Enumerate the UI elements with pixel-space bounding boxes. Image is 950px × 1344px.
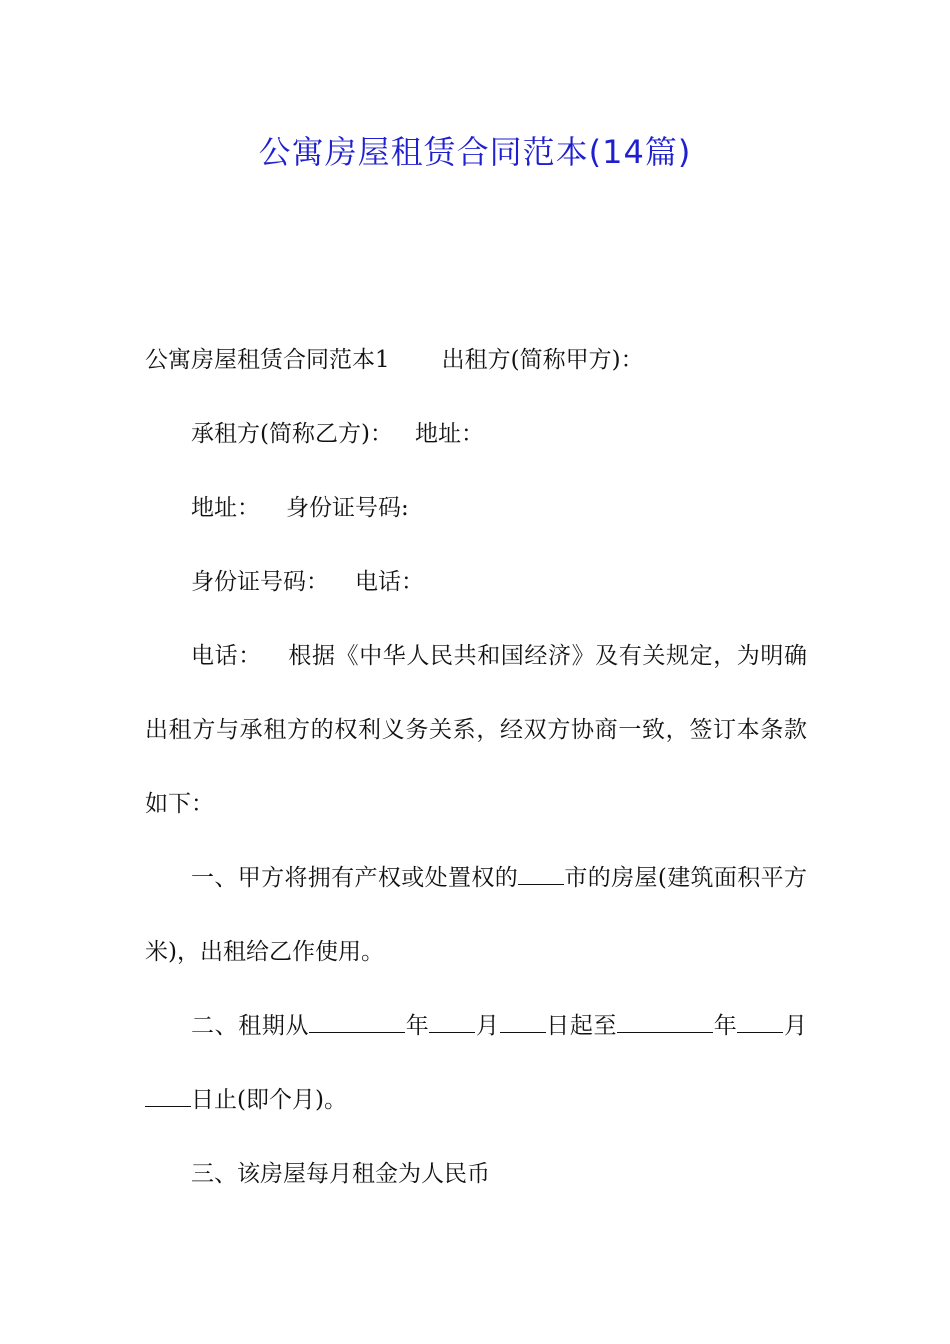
fill-blank: [145, 1105, 191, 1107]
clause-2-year: 年: [405, 1013, 430, 1039]
phone-label: 电话：: [355, 569, 424, 595]
fill-blank: [617, 1031, 713, 1033]
fill-blank: [309, 1031, 405, 1033]
clause-2-end: 日止(即个月)。: [191, 1087, 347, 1113]
clause-2-year2: 年: [713, 1013, 738, 1039]
fill-blank: [500, 1031, 546, 1033]
contract-heading: 公寓房屋租赁合同范本1: [145, 347, 390, 373]
id-number-label: 身份证号码：: [191, 569, 329, 595]
id-number-line: [145, 545, 807, 619]
clause-2-day-from: 日起至: [545, 1013, 618, 1039]
clause-2-month2: 月: [783, 1013, 807, 1039]
phone-label: 电话：: [191, 643, 262, 669]
clause-2-month: 月: [475, 1013, 500, 1039]
intro-paragraph: [145, 619, 807, 841]
address-label: 地址：: [191, 495, 260, 521]
clause-1-pre: 一、甲方将拥有产权或处置权的: [191, 865, 519, 891]
clause-1-post: 市的房屋(建筑面积平方米)，出租给乙作使用。: [145, 865, 808, 965]
clause-2: [145, 989, 807, 1137]
fill-blank: [737, 1031, 783, 1033]
id-number-label: 身份证号码:: [286, 495, 409, 521]
clause-3-text: 三、该房屋每月租金为人民币: [191, 1161, 490, 1187]
clause-2-start: 二、租期从: [191, 1013, 310, 1039]
address-line: [145, 471, 807, 545]
clause-3: [145, 1137, 807, 1211]
fill-blank: [429, 1031, 475, 1033]
fill-blank: [518, 883, 564, 885]
clause-1: [145, 841, 807, 989]
party-b-label: 承租方(简称乙方)：: [191, 421, 393, 447]
document-body: [145, 323, 807, 1211]
address-label: 地址：: [414, 421, 484, 447]
document-title: 公寓房屋租赁合同范本(14篇): [258, 133, 692, 171]
party-a-label: 出租方(简称甲方)：: [441, 347, 644, 373]
intro-text: 根据《中华人民共和国经济》及有关规定，为明确出租方与承租方的权利义务关系，经双方协商一致，签订本条款如下：: [145, 643, 808, 817]
contract-heading-line: [145, 323, 807, 397]
party-b-line: [145, 397, 807, 471]
